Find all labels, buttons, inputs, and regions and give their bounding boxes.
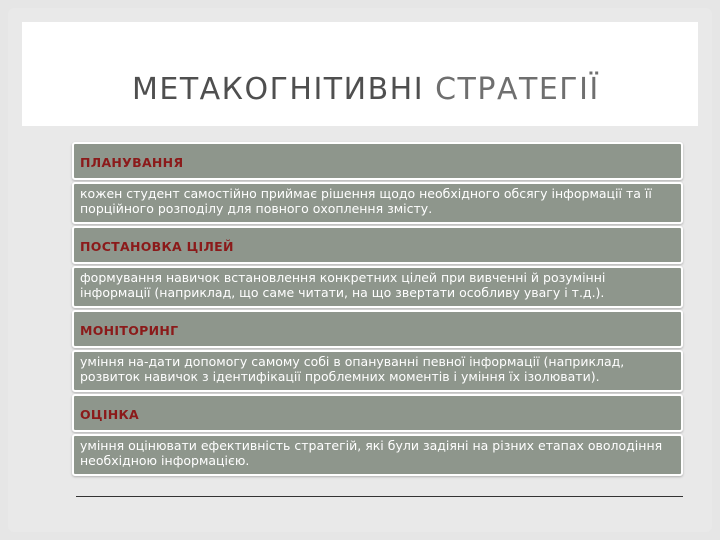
evaluation-heading: ОЦІНКА [72,394,683,432]
strategy-list [72,142,683,478]
monitoring-description: уміння на-дати допомогу самому собі в опануванні певної інформації (наприклад, розвиток навичок з ідентифікації проблемних моментів і уміння їх ізолювати). [72,350,683,392]
slide-title-part2: СТРАТЕГІЇ [435,72,600,107]
slide-title-part1: МЕТАКОГНІТИВНІ [132,72,425,107]
planning-description: кожен студент самостійно приймає рішення щодо необхідного обсягу інформації та її порційного розподілу для повного охоплення змісту. [72,182,683,224]
evaluation-description: уміння оцінювати ефективність стратегій, які були задіяні на різних етапах оволодіння необхідною інформацією. [72,434,683,476]
goal-setting-description: формування навичок встановлення конкретних цілей при вивченні й розумінні інформації (наприклад, що саме читати, на що звертати особливу увагу і т.д.). [72,266,683,308]
footer-divider [76,496,683,497]
goal-setting-heading: ПОСТАНОВКА ЦІЛЕЙ [72,226,683,264]
title-area [22,22,698,126]
monitoring-heading: МОНІТОРИНГ [72,310,683,348]
planning-heading: ПЛАНУВАННЯ [72,142,683,180]
slide-title [132,72,600,107]
